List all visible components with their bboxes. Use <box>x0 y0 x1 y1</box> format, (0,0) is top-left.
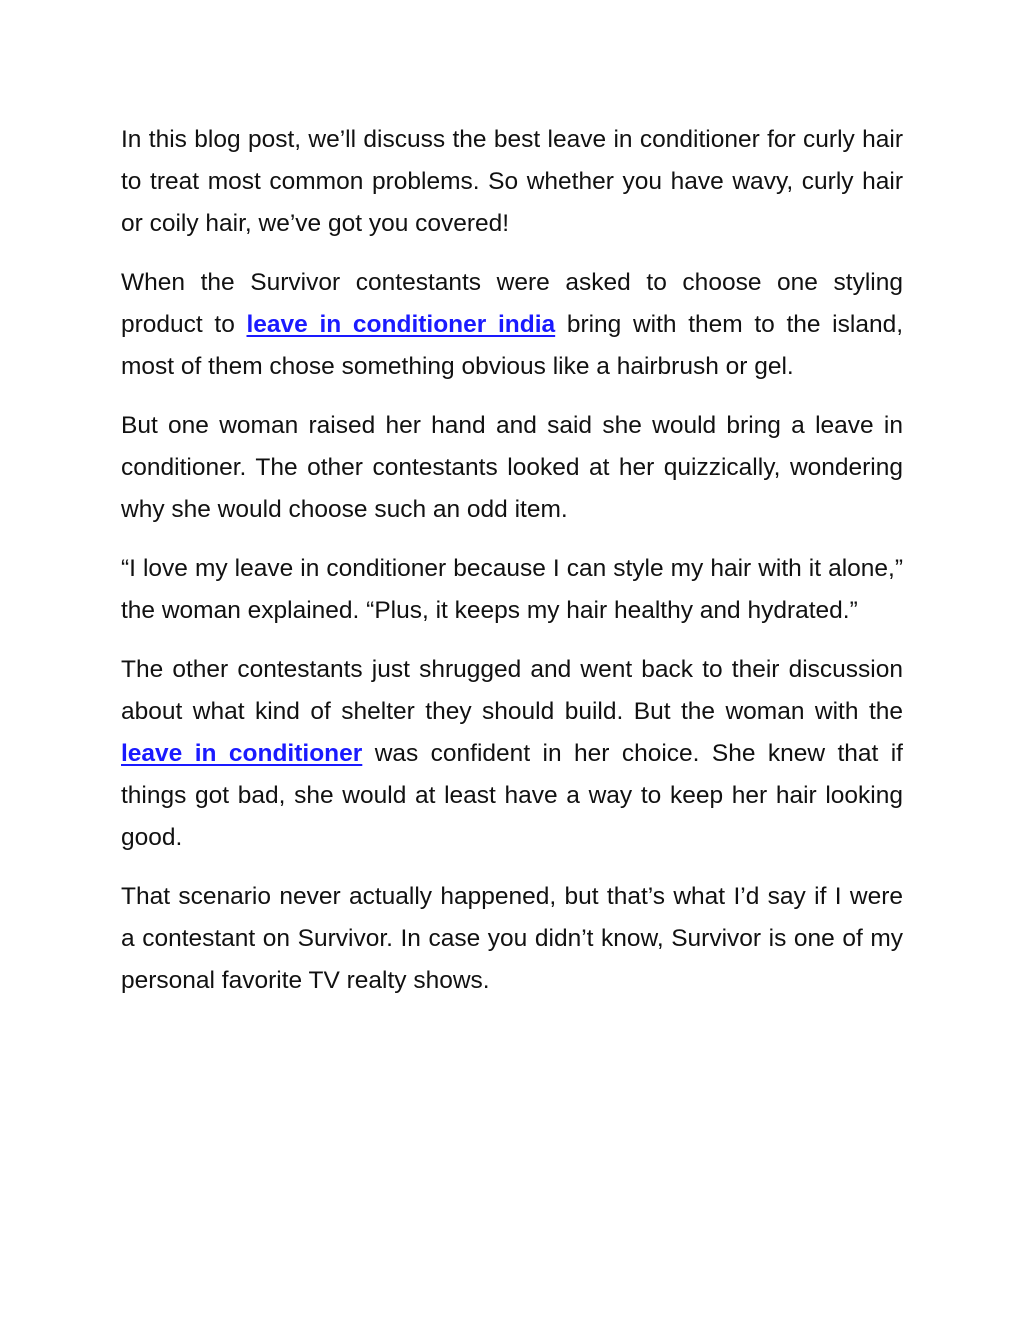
paragraph-woman-choice: But one woman raised her hand and said she would bring a leave in conditioner. The other contestants looked at her quizzically, wondering why she would choose such an odd item. <box>121 412 903 523</box>
leave-in-conditioner-link[interactable]: leave in conditioner <box>121 740 363 767</box>
paragraph-scenario: That scenario never actually happened, but that’s what I’d say if I were a contestant on Survivor. In case you didn’t know, Survivor is one of my personal favorite TV realty shows. <box>121 883 903 994</box>
paragraph-survivor-contestants <box>121 262 903 388</box>
paragraph-shelter <box>121 649 903 859</box>
article-body <box>121 119 903 1019</box>
paragraph-text: was confident in her choice. She knew that if things got bad, she would at least have a way to keep her hair looking good. <box>121 740 903 851</box>
leave-in-conditioner-india-link[interactable]: leave in conditioner india <box>246 311 556 338</box>
paragraph-quote: “I love my leave in conditioner because I can style my hair with it alone,” the woman explained. “Plus, it keeps my hair healthy and hydrated.” <box>121 555 903 624</box>
paragraph-intro: In this blog post, we’ll discuss the best leave in conditioner for curly hair to treat most common problems. So whether you have wavy, curly hair or coily hair, we’ve got you covered! <box>121 126 903 237</box>
paragraph-text: bring with them to the island, most of them chose something obvious like a hairbrush or gel. <box>121 311 904 380</box>
paragraph-text: When the Survivor contestants were asked to choose one styling product to <box>121 269 903 338</box>
paragraph-text: The other contestants just shrugged and went back to their discussion about what kind of shelter they should build. But the woman with the <box>121 656 903 725</box>
